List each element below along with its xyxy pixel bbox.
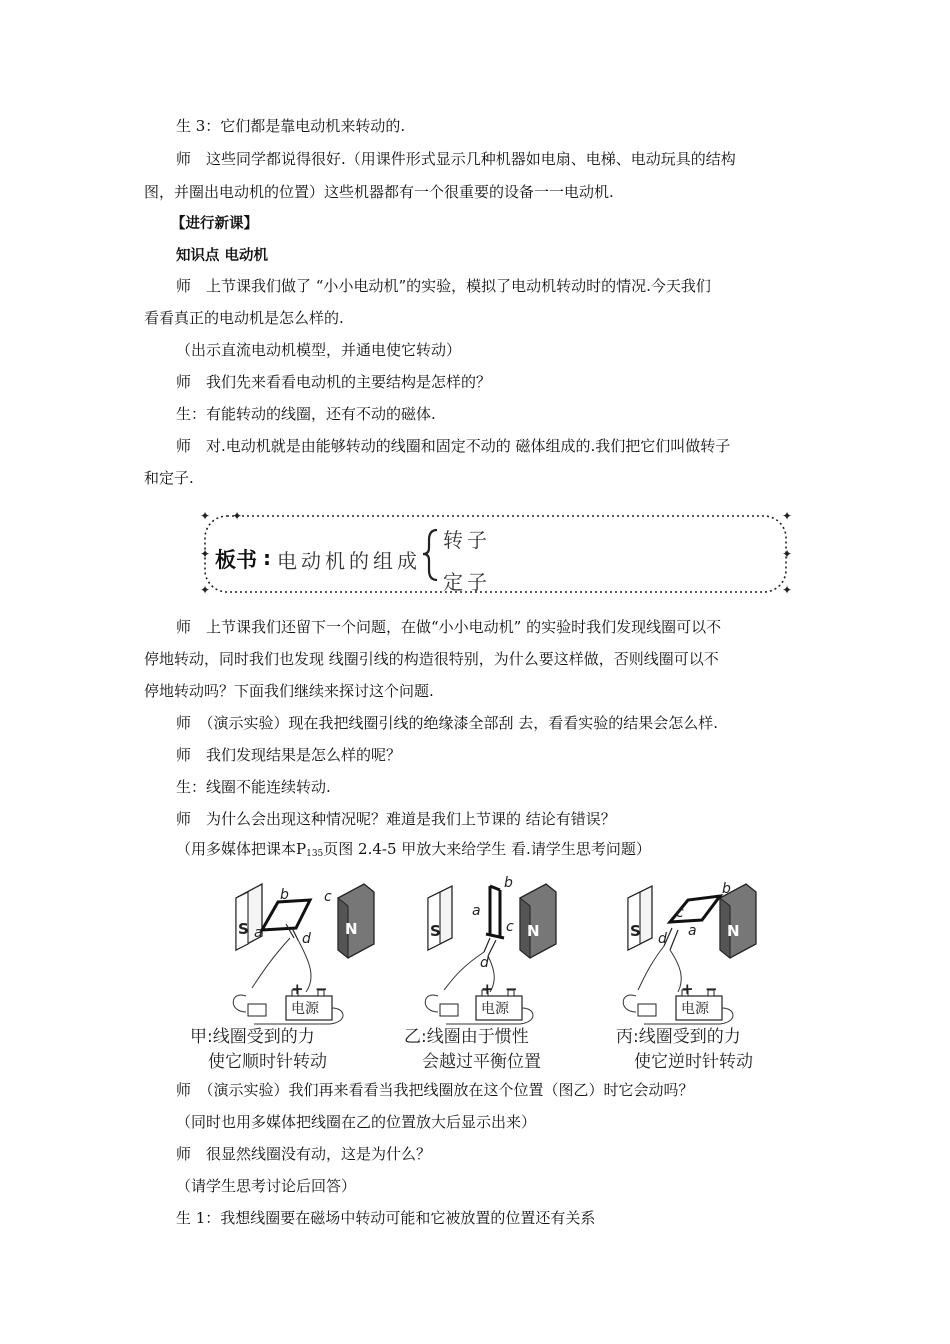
board-item-rotor: 转子 xyxy=(443,528,491,552)
paragraph-teacher-5b: 停地转动，同时我们也发现 线圈引线的构造很特别，为什么要这样做，否则线圈可以不 xyxy=(144,650,719,668)
paragraph-note-1: （出示直流电动机模型，并通电使它转动） xyxy=(176,341,462,359)
magnet-n-label-3: N xyxy=(727,922,740,940)
coil-letter-c-1: c xyxy=(324,889,332,905)
paragraph-note-3: （同时也用多媒体把线圈在乙的位置放大后显示出来） xyxy=(176,1113,537,1131)
paragraph-teacher-4b: 和定子. xyxy=(144,469,194,487)
paragraph-note-4: （请学生思考讨论后回答） xyxy=(176,1177,357,1195)
caption-jia-line1: 甲:线圈受到的力 xyxy=(190,1027,315,1047)
board-colon: : xyxy=(263,546,271,570)
board-title: 电动机的组成 xyxy=(277,549,421,573)
motor-figure xyxy=(190,872,780,1077)
battery-plus-3: + xyxy=(681,980,694,998)
magnet-s-label-3: S xyxy=(630,922,641,940)
paragraph-teacher-1a: 师 这些同学都说得很好.（用课件形式显示几种机器如电扇、电梯、电动玩具的结构 xyxy=(176,150,736,168)
caption-bing-line1: 丙:线圈受到的力 xyxy=(616,1027,741,1047)
paragraph-teacher-4a: 师 对.电动机就是由能够转动的线圈和固定不动的 磁体组成的.我们把它们叫做转子 xyxy=(176,437,731,455)
coil-letter-a-3: a xyxy=(688,923,697,939)
coil-letter-c-3: c xyxy=(676,905,684,921)
svg-text:✦: ✦ xyxy=(199,509,211,523)
paragraph-teacher-6: 师 （演示实验）现在我把线圈引线的绝缘漆全部刮 去，看看实验的结果会怎么样. xyxy=(176,714,719,732)
coil-letter-d-3: d xyxy=(658,931,667,947)
coil-letter-d-1: d xyxy=(302,931,311,947)
board-label: 板书 xyxy=(215,548,257,572)
paragraph-teacher-9: 师 （演示实验）我们再来看看当我把线圈放在这个位置（图乙）时它会动吗？ xyxy=(176,1081,694,1099)
paragraph-teacher-5a: 师 上节课我们还留下一个问题，在做“小小电动机” 的实验时我们发现线圈可以不 xyxy=(176,618,722,636)
svg-text:✦: ✦ xyxy=(199,583,211,597)
paragraph-teacher-8: 师 为什么会出现这种情况呢？难道是我们上节课的 结论有错误？ xyxy=(176,810,616,828)
magnet-n-label-1: N xyxy=(345,920,358,938)
paragraph-teacher-10: 师 很显然线圈没有动，这是为什么？ xyxy=(176,1145,432,1163)
magnet-s-label-1: S xyxy=(238,920,249,938)
caption-yi-line2: 会越过平衡位置 xyxy=(422,1052,541,1072)
paragraph-teacher-2a: 师 上节课我们做了 “小小电动机”的实验，模拟了电动机转动时的情况.今天我们 xyxy=(176,277,711,295)
coil-letter-a-2: a xyxy=(472,903,481,919)
board-item-stator: 定子 xyxy=(443,570,491,594)
svg-text:✦: ✦ xyxy=(781,547,793,561)
caption-bing-line2: 使它逆时针转动 xyxy=(634,1052,753,1072)
battery-label-2: 电源 xyxy=(481,1001,509,1017)
battery-minus-1: − xyxy=(315,980,328,998)
paragraph-student-1: 生：有能转动的线圈，还有不动的磁体. xyxy=(176,405,436,423)
battery-label-1: 电源 xyxy=(291,1001,319,1017)
paragraph-note-2: （用多媒体把课本$P_{135}$页图 2.4-5 甲放大来给学生 看.请学生思考问题） xyxy=(176,840,651,859)
section-heading: 【进行新课】 xyxy=(171,216,258,232)
coil-letter-b-1: b xyxy=(280,887,289,903)
battery-minus-2: − xyxy=(505,980,518,998)
coil-letter-a-1: a xyxy=(254,925,263,941)
coil-letter-c-2: c xyxy=(506,919,514,935)
paragraph-teacher-5c: 停地转动吗？下面我们继续来探讨这个问题. xyxy=(144,682,434,700)
paragraph-student-3: 生 1：我想线圈要在磁场中转动可能和它被放置的位置还有关系 xyxy=(176,1209,596,1227)
coil-letter-d-2: d xyxy=(480,955,489,971)
paragraph-teacher-1b: 图，并圈出电动机的位置）这些机器都有一个很重要的设备一一电动机. xyxy=(144,183,614,201)
magnet-s-label-2: S xyxy=(430,922,441,940)
blackboard-box xyxy=(197,508,794,600)
caption-jia-line2: 使它顺时针转动 xyxy=(208,1052,327,1072)
paragraph-student-2: 生：线圈不能连续转动. xyxy=(176,778,331,796)
coil-letter-b-2: b xyxy=(504,875,513,891)
svg-text:✦: ✦ xyxy=(231,509,243,523)
paragraph-teacher-7: 师 我们发现结果是怎么样的呢？ xyxy=(176,746,402,764)
paragraph-teacher-2b: 看看真正的电动机是怎么样的. xyxy=(144,309,344,327)
battery-minus-3: − xyxy=(705,980,718,998)
battery-plus-2: + xyxy=(481,980,494,998)
svg-text:✦: ✦ xyxy=(199,547,211,561)
paragraph-student3: 生 3：它们都是靠电动机来转动的. xyxy=(176,117,406,135)
svg-text:✦: ✦ xyxy=(781,509,793,523)
magnet-n-label-2: N xyxy=(527,922,540,940)
knowledge-point-heading: 知识点 电动机 xyxy=(176,248,269,264)
caption-yi-line1: 乙:线圈由于惯性 xyxy=(404,1027,529,1047)
battery-label-3: 电源 xyxy=(681,1001,709,1017)
coil-letter-b-3: b xyxy=(722,881,731,897)
svg-text:✦: ✦ xyxy=(781,583,793,597)
paragraph-teacher-3: 师 我们先来看看电动机的主要结构是怎样的？ xyxy=(176,373,492,391)
battery-plus-1: + xyxy=(291,980,304,998)
